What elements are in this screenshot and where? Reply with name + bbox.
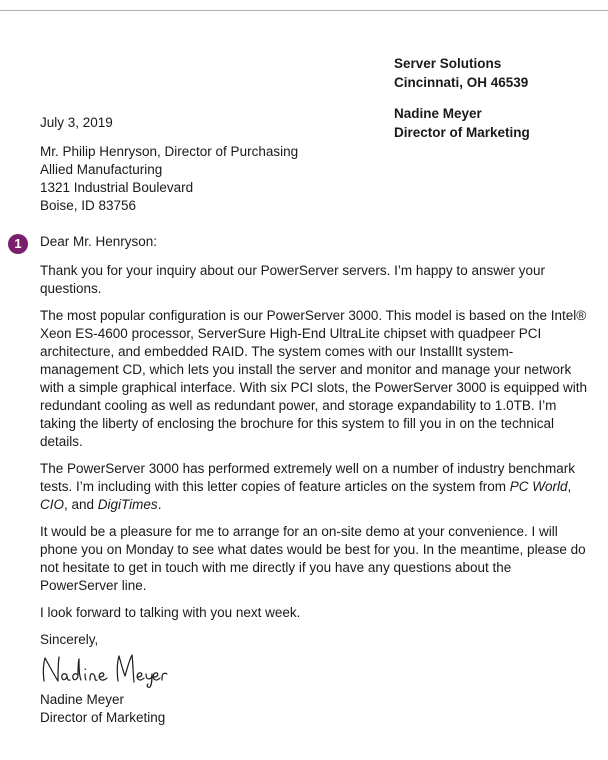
body-paragraph <box>40 460 588 514</box>
recipient-line: Allied Manufacturing <box>40 162 163 177</box>
signoff-name: Nadine Meyer <box>40 692 125 707</box>
recipient-line: 1321 Industrial Boulevard <box>40 180 194 195</box>
separator-text: . <box>157 497 162 512</box>
closing: Sincerely, <box>40 632 99 647</box>
separator-text: , and <box>64 497 98 512</box>
sender-block <box>394 54 530 142</box>
letter-date: July 3, 2019 <box>40 115 113 130</box>
sender-title: Director of Marketing <box>394 125 530 140</box>
body-paragraph: It would be a pleasure for me to arrange for an on-site demo at your convenience. I will phone you on Monday to see what dates would be best for you. In the meantime, please do not hesitate to get in touch with me directly if you have any questions about the PowerServer line. <box>40 524 586 593</box>
sender-city: Cincinnati, OH 46539 <box>394 75 529 90</box>
salutation: Dear Mr. Henryson: <box>40 234 158 249</box>
publication-title: PC World <box>509 479 568 494</box>
letter-body <box>40 262 588 727</box>
publication-title: CIO <box>40 497 65 512</box>
body-paragraph: The most popular configuration is our PowerServer 3000. This model is based on the Intel® Xeon ES-4600 processor, ServerSure High-End UltraLite chipset with quadpeer PCI architecture, and embedded RAID. The system comes with our InstallIt system-management CD, which lets you install the server and monitor and manage your network with a simple graphical interface. With six PCI slots, the PowerServer 3000 is equipped with redundant cooling as well as redundant power, and storage expandability to 1.0TB. I’m taking the liberty of enclosing the brochure for this system to fill you in on the technical details. <box>40 308 588 449</box>
publication-title: DigiTimes <box>97 497 158 512</box>
recipient-address <box>40 143 298 215</box>
recipient-line: Mr. Philip Henryson, Director of Purchasing <box>40 144 299 159</box>
sender-name: Nadine Meyer <box>394 106 482 121</box>
signoff-title: Director of Marketing <box>40 710 166 725</box>
sender-company: Server Solutions <box>394 56 502 71</box>
handwritten-signature <box>40 651 170 689</box>
separator-text: , <box>567 479 572 494</box>
body-paragraph: Thank you for your inquiry about our PowerServer servers. I’m happy to answer your questions. <box>40 263 545 296</box>
recipient-line: Boise, ID 83756 <box>40 198 137 213</box>
paragraph-text: The PowerServer 3000 has performed extremely well on a number of industry benchmark tests. I’m including with this letter copies of feature articles on the system from <box>40 461 576 494</box>
callout-marker-badge: 1 <box>8 234 28 254</box>
top-divider <box>0 10 608 11</box>
body-paragraph: I look forward to talking with you next week. <box>40 605 301 620</box>
